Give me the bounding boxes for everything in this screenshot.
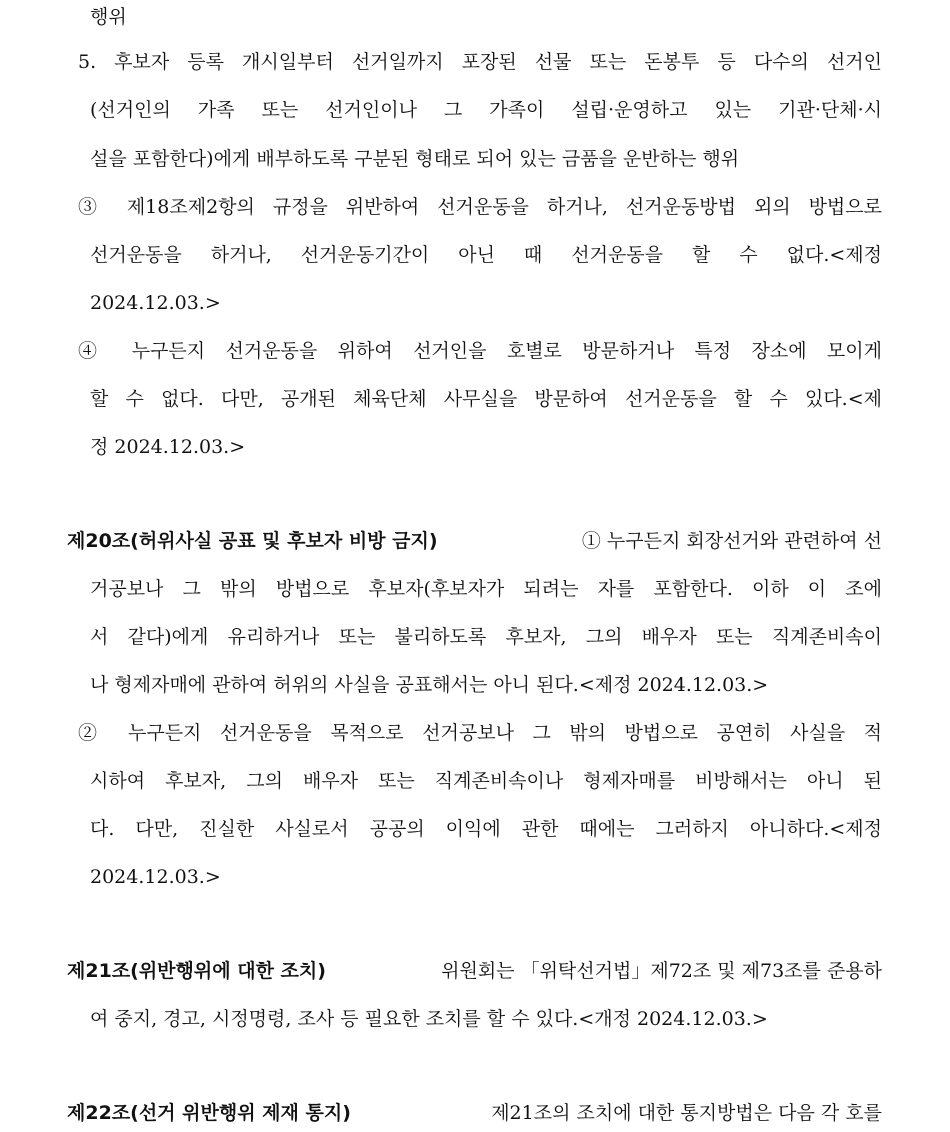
article-20-line-2: 거공보나 그 밖의 방법으로 후보자(후보자가 되려는 자를 포함한다. 이하 이 조에 [90, 578, 882, 600]
article-20-text-1: ① 누구든지 회장선거와 관련하여 선 [581, 530, 882, 552]
article-20-line-6: 시하여 후보자, 그의 배우자 또는 직계존비속이나 형제자매를 비방해서는 아니 된 [90, 770, 882, 792]
article-22-text-1: 제21조의 조치에 대한 통지방법은 다음 각 호를 [491, 1102, 882, 1124]
article-20-line-4: 나 형제자매에 관하여 허위의 사실을 공표해서는 아니 된다.<제정 2024.12.03.> [90, 674, 769, 696]
paragraph-3-line-1: ③ 제18조제2항의 규정을 위반하여 선거운동을 하거나, 선거운동방법 외의 방법으로 [78, 196, 882, 218]
article-21-text-1: 위원회는 「위탁선거법」제72조 및 제73조를 준용하 [441, 960, 882, 982]
article-21-heading: 제21조(위반행위에 대한 조치) [67, 960, 326, 982]
paragraph-4-line-2: 할 수 없다. 다만, 공개된 체육단체 사무실을 방문하여 선거운동을 할 수 있다.<제 [90, 388, 882, 410]
item-5-line-2: (선거인의 가족 또는 선거인이나 그 가족이 설립·운영하고 있는 기관·단체·시 [90, 99, 882, 121]
article-22-heading: 제22조(선거 위반행위 제재 통지) [67, 1102, 351, 1124]
paragraph-3-line-3: 2024.12.03.> [90, 292, 221, 314]
article-20-heading: 제20조(허위사실 공표 및 후보자 비방 금지) [67, 530, 438, 552]
article-20-line-3: 서 같다)에게 유리하거나 또는 불리하도록 후보자, 그의 배우자 또는 직계존비속이 [90, 626, 882, 648]
paragraph-4-line-1: ④ 누구든지 선거운동을 위하여 선거인을 호별로 방문하거나 특정 장소에 모이게 [78, 340, 882, 362]
paragraph-4-line-3: 정 2024.12.03.> [90, 436, 246, 458]
item-5-line-1: 5. 후보자 등록 개시일부터 선거일까지 포장된 선물 또는 돈봉투 등 다수의 선거인 [78, 51, 882, 73]
article-20-line-8: 2024.12.03.> [90, 866, 221, 888]
article-22-line-1 [67, 1099, 882, 1127]
article-21-line-2: 여 중지, 경고, 시정명령, 조사 등 필요한 조치를 할 수 있다.<개정 2024.12.03.> [90, 1008, 768, 1030]
article-20-line-5: ② 누구든지 선거운동을 목적으로 선거공보나 그 밖의 방법으로 공연히 사실을 적 [78, 722, 882, 744]
article-20-line-1 [67, 527, 882, 555]
item-5-line-3: 설을 포함한다)에게 배부하도록 구분된 형태로 되어 있는 금품을 운반하는 행위 [90, 148, 740, 170]
article-21-line-1 [67, 957, 882, 985]
item-continuation-text: 행위 [90, 6, 127, 28]
paragraph-3-line-2: 선거운동을 하거나, 선거운동기간이 아닌 때 선거운동을 할 수 없다.<제정 [90, 244, 882, 266]
article-20-line-7: 다. 다만, 진실한 사실로서 공공의 이익에 관한 때에는 그러하지 아니하다.<제정 [90, 818, 882, 840]
